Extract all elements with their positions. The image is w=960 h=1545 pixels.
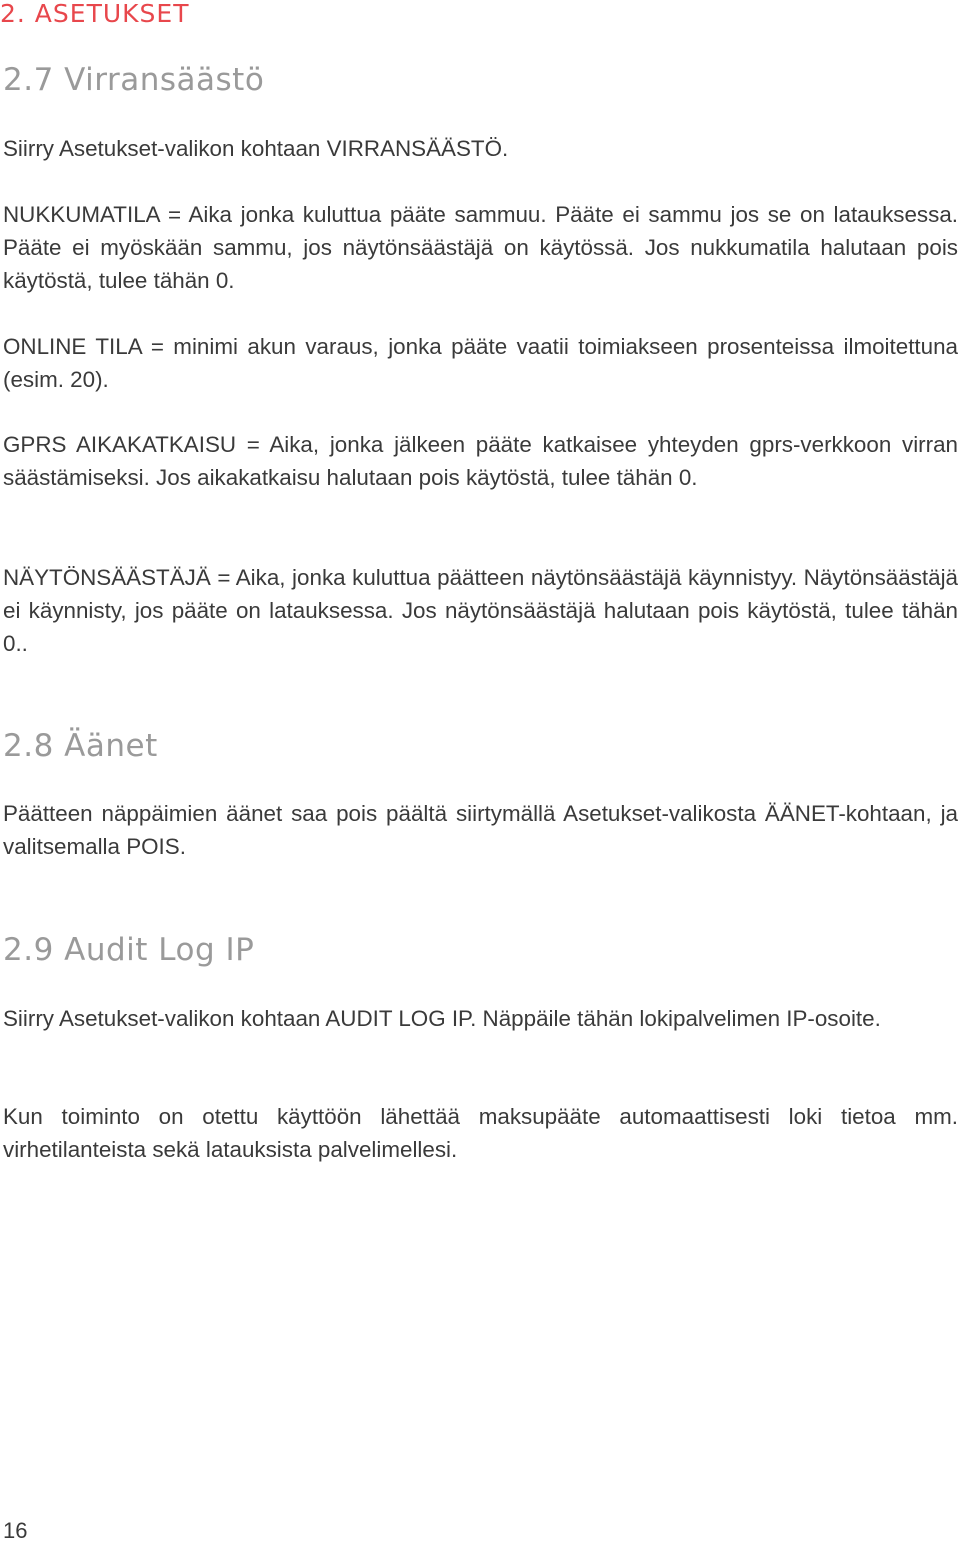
paragraph: ONLINE TILA = minimi akun varaus, jonka pääte vaatii toimiakseen prosenteissa ilmoitettuna (esim. 20). xyxy=(3,334,958,392)
paragraph: Siirry Asetukset-valikon kohtaan VIRRANSÄÄSTÖ. xyxy=(3,136,509,161)
section-title-aanet: 2.8 Äänet xyxy=(3,728,158,764)
paragraph: NUKKUMATILA = Aika jonka kuluttua pääte sammuu. Pääte ei sammu jos se on latauksessa. Pääte ei myöskään sammu, jos näytönsäästäjä on käytössä. Jos nukkumatila halutaan pois käytöstä, tulee tähän 0. xyxy=(3,202,958,293)
section-title-virransaasto: 2.7 Virransäästö xyxy=(3,62,265,98)
paragraph: NÄYTÖNSÄÄSTÄJÄ = Aika, jonka kuluttua päätteen näytönsäästäjä käynnistyy. Näytönsäästäjä ei käynnisty, jos pääte on latauksessa. Jos näytönsäästäjä halutaan pois käytöstä, tulee tähän 0.. xyxy=(3,565,958,656)
paragraph: Siirry Asetukset-valikon kohtaan AUDIT LOG IP. Näppäile tähän lokipalvelimen IP-osoite. xyxy=(3,1006,881,1031)
paragraph: Päätteen näppäimien äänet saa pois päältä siirtymällä Asetukset-valikosta ÄÄNET-kohtaan, ja valitsemalla POIS. xyxy=(3,801,958,859)
section-title-audit-log-ip: 2.9 Audit Log IP xyxy=(3,932,255,968)
paragraph: Kun toiminto on otettu käyttöön lähettää maksupääte automaattisesti loki tietoa mm. virhetilanteista sekä latauksista palvelimellesi. xyxy=(3,1104,958,1162)
chapter-header: 2. ASETUKSET xyxy=(0,0,190,28)
paragraph: GPRS AIKAKATKAISU = Aika, jonka jälkeen pääte katkaisee yhteyden gprs-verkkoon virran säästämiseksi. Jos aikakatkaisu halutaan pois käytöstä, tulee tähän 0. xyxy=(3,432,958,490)
page-number: 16 xyxy=(3,1518,28,1543)
